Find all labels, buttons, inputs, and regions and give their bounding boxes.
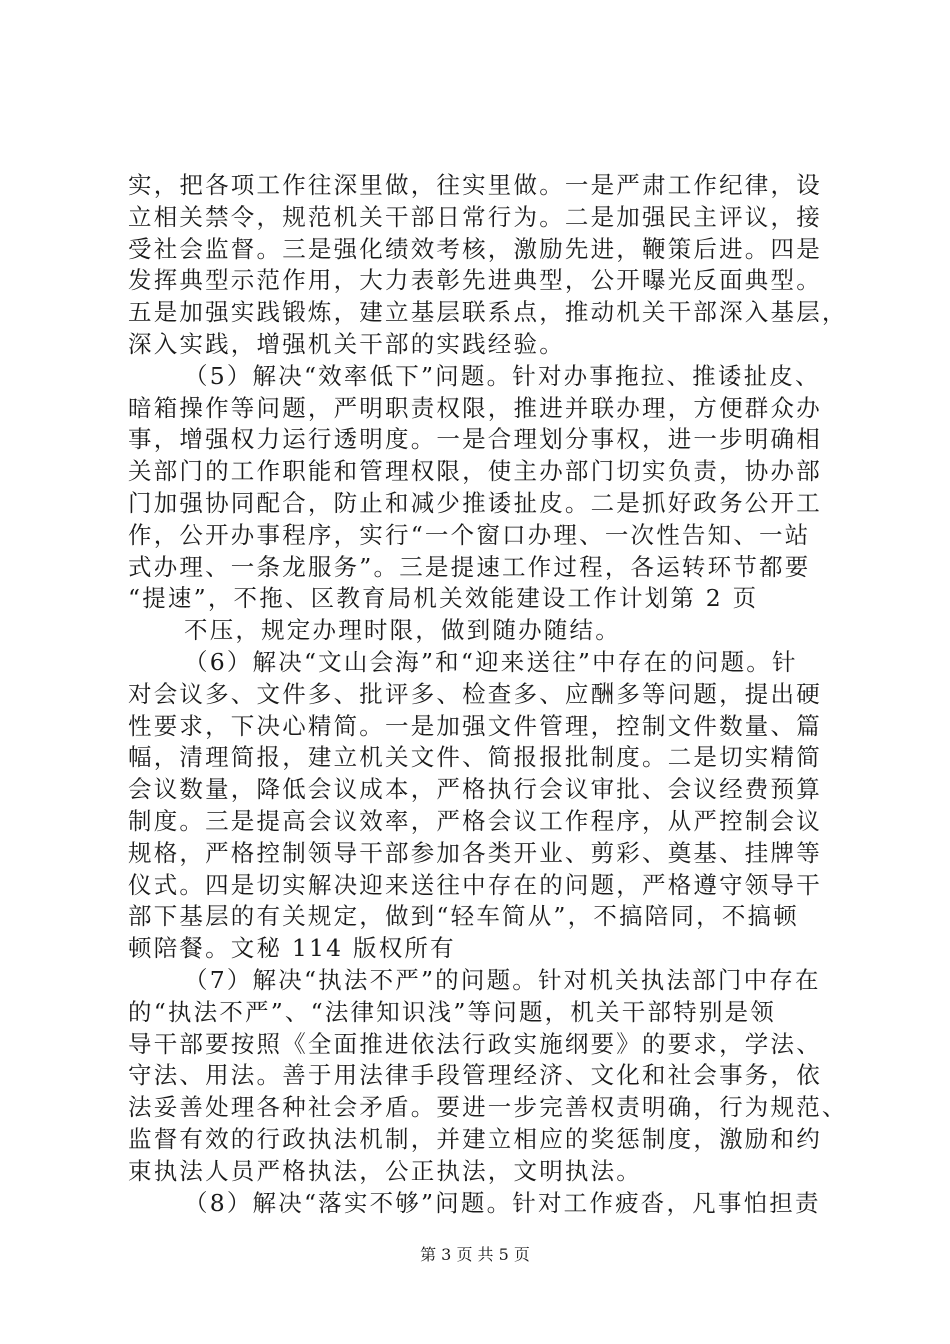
text-line: 束执法人员严格执法，公正执法，文明执法。: [128, 1156, 642, 1185]
text-line: 实，把各项工作往深里做，往实里做。一是严肃工作纪律，设: [128, 171, 822, 199]
text-line: “提速”，不拖、区教育局机关效能建设工作计划第 2 页: [128, 584, 759, 613]
text-line: 五是加强实践锻炼，建立基层联系点，推动机关干部深入基层，: [128, 298, 848, 327]
text-line: 顿陪餐。文秘 114 版权所有: [128, 934, 456, 963]
text-line: 暗箱操作等问题，严明职责权限，推进并联办理，方便群众办: [128, 393, 822, 422]
text-line: 守法、用法。善于用法律手段管理经济、文化和社会事务，依: [128, 1061, 822, 1090]
text-line: 仪式。四是切实解决迎来送往中存在的问题，严格遵守领导干: [128, 870, 822, 899]
text-line: 立相关禁令，规范机关干部日常行为。二是加强民主评议，接: [128, 202, 822, 231]
text-line: （8）解决“落实不够”问题。针对工作疲沓，凡事怕担责: [184, 1188, 821, 1217]
text-line: 发挥典型示范作用，大力表彰先进典型，公开曝光反面典型。: [128, 266, 822, 295]
page-footer: 第 3 页 共 5 页: [420, 1245, 530, 1264]
text-line: 关部门的工作职能和管理权限，使主办部门切实负责，协办部: [128, 457, 822, 486]
document-body: [128, 170, 848, 1219]
text-line: 性要求，下决心精简。一是加强文件管理，控制文件数量、篇: [128, 711, 822, 740]
text-line: 监督有效的行政执法机制，并建立相应的奖惩制度，激励和约: [128, 1124, 822, 1153]
text-line: 事，增强权力运行透明度。一是合理划分事权，进一步明确相: [128, 425, 822, 454]
text-line: 门加强协同配合，防止和减少推诿扯皮。二是抓好政务公开工: [128, 488, 822, 517]
text-line: 受社会监督。三是强化绩效考核，激励先进，鞭策后进。四是: [128, 234, 822, 263]
text-line: 法妥善处理各种社会矛盾。要进一步完善权责明确，行为规范、: [128, 1093, 848, 1122]
text-line: 幅，清理简报，建立机关文件、简报报批制度。二是切实精简: [128, 743, 822, 772]
text-line: （5）解决“效率低下”问题。针对办事拖拉、推诿扯皮、: [184, 361, 821, 390]
text-line: 部下基层的有关规定，做到“轻车简从”，不搞陪同，不搞顿: [128, 902, 799, 931]
text-line: 式办理、一条龙服务”。三是提速工作过程，各运转环节都要: [128, 552, 811, 581]
text-line: 深入实践，增强机关干部的实践经验。: [128, 329, 565, 358]
text-line: 不压，规定办理时限，做到随办随结。: [184, 616, 621, 645]
text-line: 导干部要按照《全面推进依法行政实施纲要》的要求，学法、: [128, 1029, 822, 1058]
text-line: 规格，严格控制领导干部参加各类开业、剪彩、奠基、挂牌等: [128, 838, 822, 867]
text-line: （7）解决“执法不严”的问题。针对机关执法部门中存在: [184, 965, 821, 994]
text-line: 会议数量，降低会议成本，严格执行会议审批、会议经费预算: [128, 775, 822, 804]
text-line: 的“执法不严”、“法律知识浅”等问题，机关干部特别是领: [128, 997, 776, 1026]
text-line: （6）解决“文山会海”和“迎来送往”中存在的问题。针: [184, 647, 798, 676]
text-line: 作，公开办事程序，实行“一个窗口办理、一次性告知、一站: [128, 520, 811, 549]
text-line: 制度。三是提高会议效率，严格会议工作程序，从严控制会议: [128, 806, 822, 835]
text-line: 对会议多、文件多、批评多、检查多、应酬多等问题，提出硬: [128, 679, 822, 708]
